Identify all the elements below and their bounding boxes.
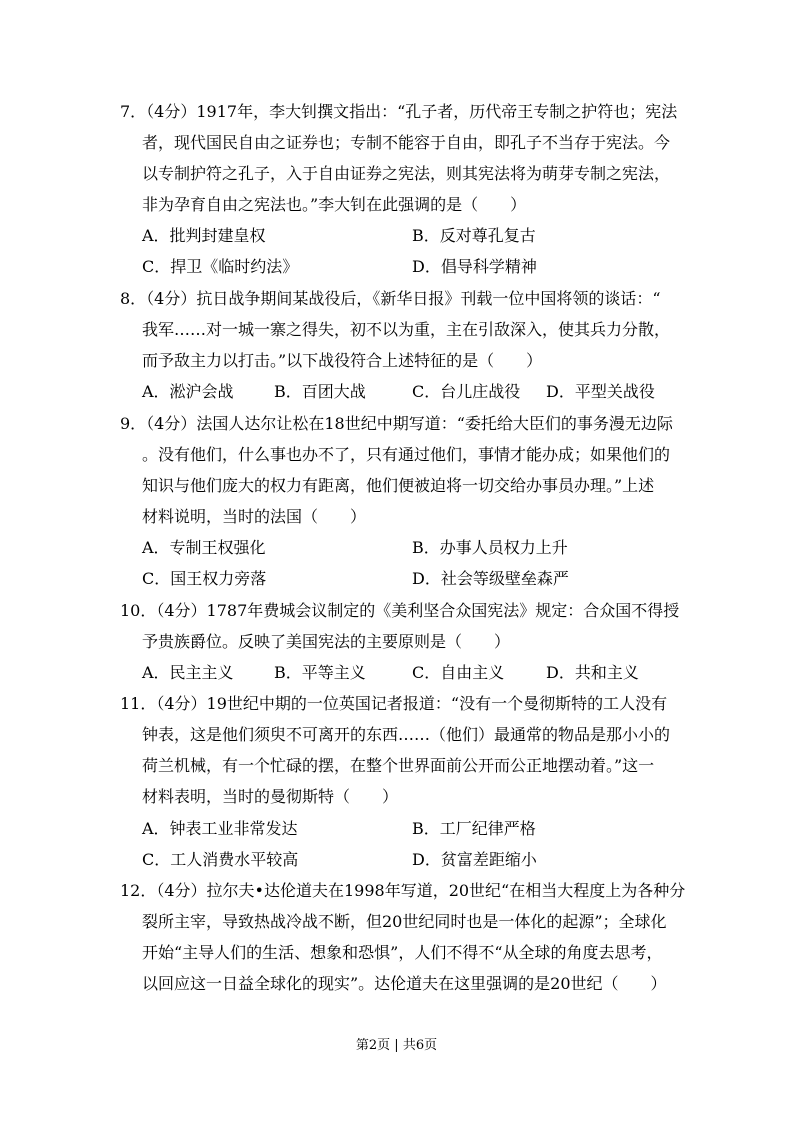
question-10-line-2: 予贵族爵位。反映了美国宪法的主要原则是（ ） (142, 632, 511, 651)
question-10-line-1: 10．（4分）1787年费城会议制定的《美利坚合众国宪法》规定：合众国不得授 (120, 601, 680, 620)
question-11-option-c: C．工人消费水平较高 (142, 850, 299, 869)
question-12-line-3: 开始“主导人们的生活、想象和恐惧”，人们不得不“从全球的角度去思考， (142, 943, 663, 962)
question-7-option-b: B．反对尊孔复古 (412, 226, 536, 245)
question-8-line-1: 8．（4分）抗日战争期间某战役后，《新华日报》刊载一位中国将领的谈话：“ (120, 289, 661, 308)
question-10-option-b: B．平等主义 (274, 663, 366, 682)
question-12-line-2: 裂所主宰，导致热战冷战不断，但20世纪同时也是一体化的起源”；全球化 (142, 912, 667, 931)
question-11-line-1: 11．（4分）19世纪中期的一位英国记者报道：“没有一个曼彻斯特的工人没有 (120, 694, 668, 713)
question-11-line-3: 荷兰机械，有一个忙碌的摆，在整个世界面前公开而公正地摆动着。”这一 (142, 756, 655, 775)
question-12-line-1: 12．（4分）拉尔夫•达伦道夫在1998年写道，20世纪“在相当大程度上为各种分 (120, 881, 686, 900)
question-7-line-3: 以专制护符之孔子，入于自由证券之宪法，则其宪法将为萌芽专制之宪法， (142, 164, 671, 183)
question-9-option-c: C．国王权力旁落 (142, 569, 267, 588)
question-11-line-4: 材料表明，当时的曼彻斯特（ ） (142, 787, 399, 806)
question-8-line-3: 而予敌主力以打击。”以下战役符合上述特征的是（ ） (142, 351, 543, 370)
question-7-line-4: 非为孕育自由之宪法也。”李大钊在此强调的是（ ） (142, 195, 527, 214)
question-8-option-c: C．台儿庄战役 (412, 382, 521, 401)
page-footer: 第2页 | 共6页 (355, 1038, 438, 1053)
question-9-line-4: 材料说明，当时的法国（ ） (142, 507, 367, 526)
question-9-option-d: D．社会等级壁垒森严 (412, 569, 569, 588)
question-11-option-b: B．工厂纪律严格 (412, 819, 536, 838)
question-7-line-2: 者，现代国民自由之证券也；专制不能容于自由，即孔子不当存于宪法。今 (142, 133, 671, 152)
question-9-line-1: 9．（4分）法国人达尔让松在18世纪中期写道：“委托给大臣们的事务漫无边际 (120, 414, 673, 433)
question-7-line-1: 7．（4分）1917年，李大钊撰文指出：“孔子者，历代帝王专制之护符也；宪法 (120, 102, 678, 121)
question-11-option-d: D．贫富差距缩小 (412, 850, 537, 869)
question-10-option-d: D．共和主义 (546, 663, 639, 682)
question-12-line-4: 以回应这一日益全球化的现实”。达伦道夫在这里强调的是20世纪（ ） (142, 974, 667, 993)
question-11-option-a: A．钟表工业非常发达 (142, 819, 298, 838)
question-9-option-a: A．专制王权强化 (142, 538, 266, 557)
question-9-line-2: 。没有他们，什么事也办不了，只有通过他们，事情才能办成；如果他们的 (142, 445, 671, 464)
question-8-line-2: 我军……对一城一寨之得失，初不以为重，主在引敌深入，使其兵力分散， (142, 320, 671, 339)
question-7-option-d: D．倡导科学精神 (412, 257, 537, 276)
question-8-option-a: A．淞沪会战 (142, 382, 234, 401)
question-10-option-a: A．民主主义 (142, 663, 234, 682)
question-10-option-c: C．自由主义 (412, 663, 505, 682)
question-8-option-b: B．百团大战 (274, 382, 366, 401)
question-8-option-d: D．平型关战役 (546, 382, 655, 401)
question-7-option-a: A．批判封建皇权 (142, 226, 266, 245)
question-9-option-b: B．办事人员权力上升 (412, 538, 568, 557)
question-7-option-c: C．捍卫《临时约法》 (142, 257, 299, 276)
question-11-line-2: 钟表，这是他们须臾不可离开的东西……（他们）最通常的物品是那小小的 (142, 725, 671, 744)
question-9-line-3: 知识与他们庞大的权力有距离，他们便被迫将一切交给办事员办理。”上述 (142, 476, 655, 495)
